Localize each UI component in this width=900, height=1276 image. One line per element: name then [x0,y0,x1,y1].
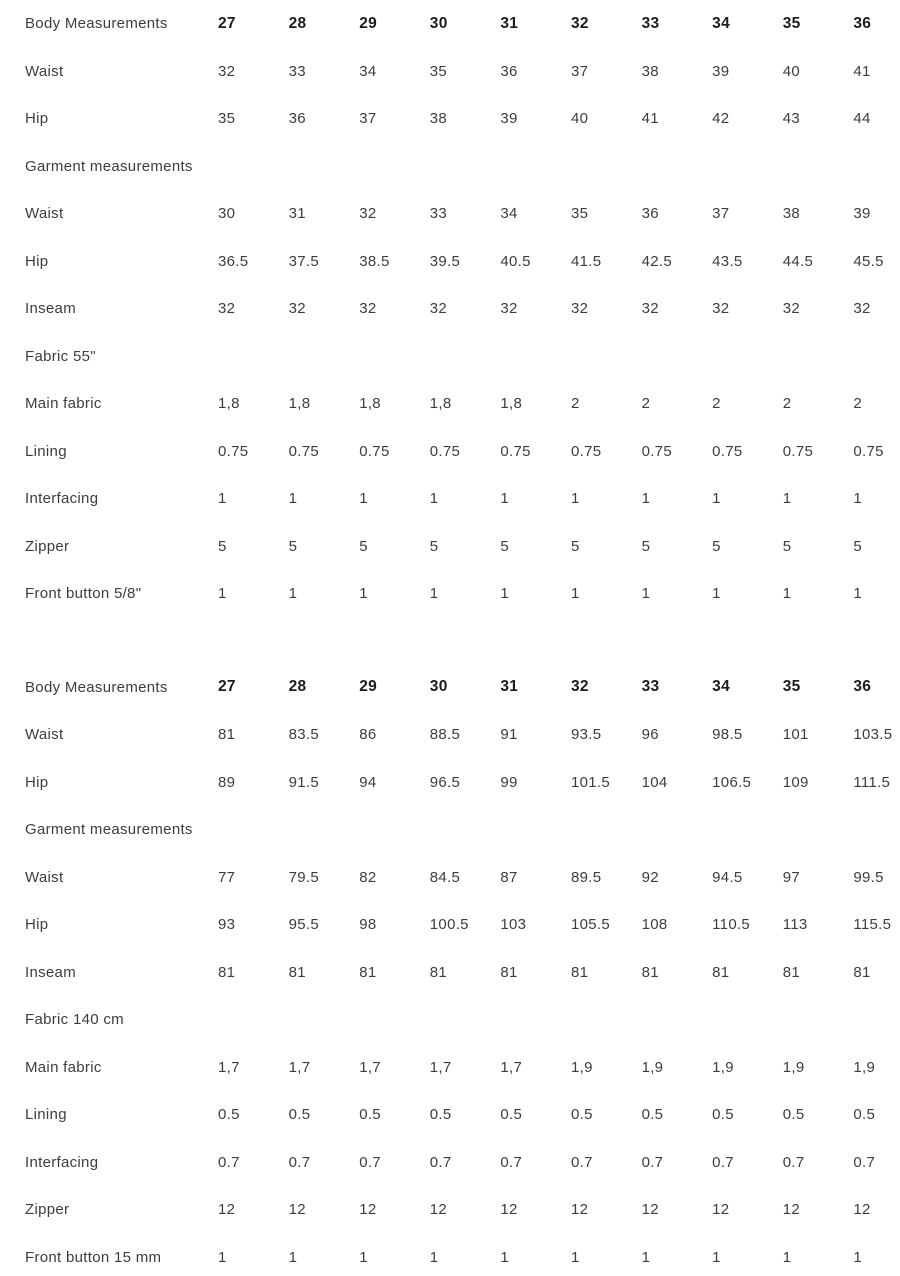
table-cell: 1,9 [712,1058,734,1076]
table-cell: 12 [641,1201,659,1219]
table-cell: 33 [429,205,448,223]
table-cell: 5 [641,537,651,555]
table-row [25,664,900,712]
table-cell: 32 [782,300,801,318]
table-cell: 39.5 [429,252,461,270]
table-cell: 0.75 [570,442,602,460]
table-cell: 110.5 [712,916,751,934]
table-cell: 1 [712,585,721,603]
table-cell: 28 [288,14,307,32]
row-label: Body Measurements [25,15,168,33]
table-cell: 0.7 [641,1153,664,1171]
table-cell: 2 [782,395,792,413]
table-cell: 36 [853,14,872,32]
table-row [25,285,900,333]
table-cell: 38 [782,205,801,223]
table-row [25,523,900,571]
table-cell: 1 [782,490,792,508]
table-cell: 37 [712,205,730,223]
table-cell: 1 [500,1248,510,1266]
table-cell: 27 [218,678,236,696]
table-cell: 1 [712,490,721,508]
table-row [25,475,900,523]
row-label: Hip [25,916,49,934]
table-cell: 5 [712,537,721,555]
table-cell: 30 [429,14,448,32]
table-cell: 115.5 [853,916,892,934]
table-cell: 92 [641,868,659,886]
table-cell: 0.7 [218,1153,240,1171]
table-cell: 1 [218,1248,227,1266]
size-table-cm [25,664,900,1276]
table-cell: 2 [712,395,721,413]
table-cell: 1 [712,1248,721,1266]
table-row [25,996,900,1044]
table-row [25,901,900,949]
table-cell: 1 [288,490,298,508]
table-cell: 12 [782,1201,801,1219]
table-cell: 81 [429,963,448,981]
table-cell: 111.5 [853,773,891,791]
table-cell: 32 [712,300,730,318]
table-row [25,1139,900,1187]
table-cell: 1 [429,1248,439,1266]
table-cell: 37.5 [288,252,319,270]
table-cell: 2 [641,395,651,413]
table-cell: 95.5 [288,916,319,934]
row-label: Fabric 140 cm [25,1011,124,1029]
table-cell: 88.5 [429,726,461,744]
row-label: Inseam [25,300,76,318]
table-cell: 40 [782,62,801,80]
row-label: Waist [25,205,64,223]
row-label: Garment measurements [25,821,193,839]
table-cell: 5 [853,537,862,555]
row-label: Main fabric [25,1058,102,1076]
table-cell: 89 [218,773,236,791]
table-row [25,806,900,854]
row-label: Zipper [25,1201,70,1219]
table-cell: 0.75 [500,442,531,460]
table-cell: 28 [288,678,307,696]
table-cell: 1 [288,585,298,603]
table-cell: 83.5 [288,726,319,744]
table-cell: 0.7 [288,1153,311,1171]
table-cell: 1 [853,490,862,508]
table-cell: 2 [570,395,580,413]
table-cell: 1,9 [853,1058,876,1076]
table-cell: 36.5 [218,252,249,270]
table-cell: 101 [782,726,809,744]
table-cell: 0.75 [218,442,249,460]
table-cell: 41.5 [570,252,602,270]
table-row [25,759,900,807]
table-row [25,1091,900,1139]
table-cell: 99 [500,773,518,791]
table-cell: 0.5 [218,1106,240,1124]
table-cell: 1 [641,1248,651,1266]
table-cell: 1 [570,585,580,603]
table-cell: 12 [288,1201,306,1219]
table-cell: 0.5 [712,1106,734,1124]
table-cell: 32 [429,300,448,318]
table-cell: 32 [641,300,659,318]
table-cell: 33 [288,62,306,80]
table-cell: 36 [641,205,659,223]
table-cell: 39 [853,205,871,223]
row-label: Lining [25,1106,67,1124]
table-cell: 81 [853,963,871,981]
table-cell: 1,8 [359,395,381,413]
table-cell: 1,8 [288,395,311,413]
table-cell: 106.5 [712,773,752,791]
table-cell: 1 [359,490,368,508]
table-cell: 34 [712,14,730,32]
table-cell: 32 [288,300,306,318]
table-cell: 43 [782,110,801,128]
table-cell: 36 [853,678,872,696]
table-cell: 0.5 [853,1106,876,1124]
row-label: Waist [25,62,64,80]
table-cell: 31 [500,678,519,696]
table-cell: 34 [359,62,377,80]
table-cell: 29 [359,678,378,696]
table-cell: 1 [359,585,368,603]
table-cell: 38.5 [359,252,390,270]
table-cell: 1 [570,490,580,508]
table-cell: 12 [712,1201,730,1219]
table-cell: 1,7 [429,1058,452,1076]
row-label: Lining [25,442,67,460]
table-cell: 1 [288,1248,298,1266]
table-row [25,1234,900,1276]
table-cell: 34 [500,205,518,223]
table-cell: 12 [500,1201,518,1219]
table-cell: 84.5 [429,868,461,886]
table-cell: 1 [359,1248,368,1266]
row-label: Hip [25,252,49,270]
table-cell: 39 [712,62,730,80]
table-cell: 32 [853,300,871,318]
table-cell: 12 [853,1201,871,1219]
table-cell: 5 [500,537,510,555]
table-cell: 0.7 [712,1153,734,1171]
table-cell: 32 [218,300,236,318]
table-cell: 0.7 [500,1153,523,1171]
row-label: Main fabric [25,395,102,413]
table-cell: 1,7 [359,1058,381,1076]
table-row [25,1186,900,1234]
table-cell: 35 [782,14,801,32]
table-cell: 12 [218,1201,236,1219]
row-label: Hip [25,773,49,791]
table-cell: 94 [359,773,377,791]
table-cell: 1 [429,585,439,603]
row-label: Zipper [25,537,70,555]
table-row [25,143,900,191]
table-cell: 44 [853,110,871,128]
table-cell: 35 [570,205,589,223]
table-cell: 1,9 [641,1058,664,1076]
table-cell: 91.5 [288,773,319,791]
table-cell: 1 [429,490,439,508]
table-cell: 32 [359,205,377,223]
table-cell: 93.5 [570,726,602,744]
table-cell: 94.5 [712,868,743,886]
row-label: Front button 5/8" [25,585,142,603]
table-cell: 1 [500,585,510,603]
table-cell: 1 [782,1248,792,1266]
table-cell: 41 [641,110,659,128]
table-cell: 34 [712,678,730,696]
table-cell: 33 [641,14,660,32]
table-cell: 99.5 [853,868,884,886]
table-cell: 81 [288,963,306,981]
row-label: Waist [25,726,64,744]
table-cell: 35 [218,110,236,128]
table-cell: 0.75 [288,442,319,460]
table-cell: 0.7 [429,1153,452,1171]
table-cell: 31 [288,205,306,223]
table-cell: 101.5 [570,773,611,791]
table-cell: 38 [641,62,659,80]
table-cell: 113 [782,916,808,934]
row-label: Waist [25,868,64,886]
table-cell: 97 [782,868,801,886]
table-cell: 87 [500,868,518,886]
table-cell: 5 [570,537,580,555]
table-cell: 77 [218,868,236,886]
table-cell: 81 [712,963,730,981]
table-cell: 2 [853,395,862,413]
table-cell: 0.7 [570,1153,593,1171]
table-cell: 108 [641,916,668,934]
row-label: Hip [25,110,49,128]
table-row [25,380,900,428]
table-cell: 93 [218,916,236,934]
table-row [25,570,900,618]
table-cell: 12 [429,1201,448,1219]
table-cell: 1 [641,585,651,603]
table-cell: 81 [218,963,236,981]
table-cell: 0.5 [782,1106,805,1124]
table-row [25,428,900,476]
table-cell: 5 [288,537,298,555]
table-cell: 0.75 [641,442,672,460]
table-cell: 33 [641,678,660,696]
table-cell: 0.75 [712,442,743,460]
table-cell: 45.5 [853,252,884,270]
table-cell: 81 [359,963,377,981]
table-cell: 86 [359,726,377,744]
table-cell: 0.75 [429,442,461,460]
table-cell: 104 [641,773,668,791]
table-cell: 0.75 [359,442,390,460]
row-label: Interfacing [25,490,99,508]
table-cell: 40.5 [500,252,531,270]
table-cell: 39 [500,110,518,128]
table-cell: 29 [359,14,378,32]
table-row [25,1044,900,1092]
table-cell: 0.5 [429,1106,452,1124]
table-cell: 0.75 [853,442,884,460]
table-cell: 36 [288,110,306,128]
table-cell: 1,8 [429,395,452,413]
table-cell: 1 [570,1248,580,1266]
table-cell: 0.5 [359,1106,381,1124]
table-cell: 12 [570,1201,589,1219]
table-cell: 30 [429,678,448,696]
table-cell: 103 [500,916,527,934]
table-cell: 1 [782,585,792,603]
table-cell: 30 [218,205,236,223]
table-cell: 43.5 [712,252,743,270]
row-label: Garment measurements [25,157,193,175]
table-cell: 1,7 [288,1058,311,1076]
table-cell: 100.5 [429,916,469,934]
table-cell: 32 [359,300,377,318]
table-cell: 35 [429,62,448,80]
table-row [25,48,900,96]
table-cell: 103.5 [853,726,893,744]
table-cell: 36 [500,62,518,80]
table-cell: 32 [570,300,589,318]
table-row [25,949,900,997]
table-cell: 32 [570,14,589,32]
table-cell: 35 [782,678,801,696]
table-cell: 0.7 [853,1153,876,1171]
table-cell: 0.5 [641,1106,664,1124]
row-label: Fabric 55" [25,347,96,365]
table-cell: 1 [500,490,510,508]
table-cell: 32 [218,62,236,80]
row-label: Interfacing [25,1153,99,1171]
table-row [25,711,900,759]
table-cell: 1 [853,585,862,603]
table-row [25,854,900,902]
table-cell: 1,7 [500,1058,523,1076]
table-cell: 5 [359,537,368,555]
table-cell: 12 [359,1201,377,1219]
table-cell: 96.5 [429,773,461,791]
table-row [25,238,900,286]
table-cell: 1 [218,585,227,603]
table-cell: 42 [712,110,730,128]
table-cell: 96 [641,726,659,744]
table-cell: 1,8 [218,395,240,413]
table-cell: 37 [570,62,589,80]
table-cell: 79.5 [288,868,319,886]
table-cell: 38 [429,110,448,128]
table-cell: 98 [359,916,377,934]
table-cell: 81 [218,726,236,744]
table-row [25,0,900,48]
table-cell: 0.7 [359,1153,381,1171]
table-cell: 27 [218,14,236,32]
table-cell: 42.5 [641,252,672,270]
table-cell: 81 [570,963,589,981]
row-label: Front button 15 mm [25,1248,162,1266]
table-cell: 5 [218,537,227,555]
table-cell: 0.7 [782,1153,805,1171]
table-cell: 1 [641,490,651,508]
table-cell: 81 [641,963,659,981]
table-cell: 89.5 [570,868,602,886]
table-cell: 31 [500,14,519,32]
table-cell: 41 [853,62,871,80]
table-cell: 0.5 [570,1106,593,1124]
table-cell: 44.5 [782,252,814,270]
table-cell: 5 [429,537,439,555]
table-cell: 0.5 [288,1106,311,1124]
table-row [25,333,900,381]
table-cell: 5 [782,537,792,555]
table-cell: 32 [500,300,518,318]
table-cell: 1 [853,1248,862,1266]
table-cell: 91 [500,726,518,744]
row-label: Inseam [25,963,76,981]
table-row [25,190,900,238]
row-label: Body Measurements [25,678,168,696]
table-cell: 32 [570,678,589,696]
table-cell: 105.5 [570,916,611,934]
size-table-inches [25,0,900,618]
table-cell: 81 [782,963,801,981]
table-cell: 0.75 [782,442,814,460]
table-cell: 82 [359,868,377,886]
table-cell: 40 [570,110,589,128]
table-cell: 1,9 [570,1058,593,1076]
table-cell: 1 [218,490,227,508]
table-cell: 98.5 [712,726,743,744]
table-cell: 0.5 [500,1106,523,1124]
table-cell: 1,9 [782,1058,805,1076]
table-cell: 109 [782,773,809,791]
table-cell: 1,8 [500,395,523,413]
table-cell: 1,7 [218,1058,240,1076]
table-cell: 81 [500,963,518,981]
table-cell: 37 [359,110,377,128]
table-row [25,95,900,143]
